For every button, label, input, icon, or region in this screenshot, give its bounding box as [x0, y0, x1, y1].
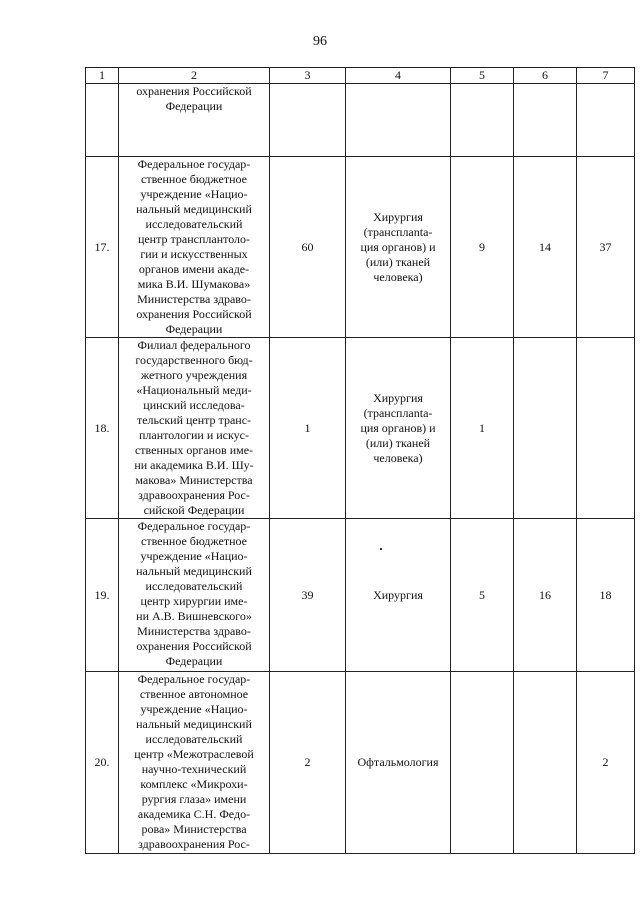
organization-line: нальный медицинский	[136, 717, 252, 731]
profile-line: ция органов) и	[360, 239, 436, 254]
table-row	[86, 157, 635, 338]
organization-line: макова» Министерства	[135, 473, 253, 487]
organization-line: органов имени акаде-	[138, 262, 250, 276]
organization-line: государственного бюд-	[135, 353, 253, 367]
organization-line: исследовательский	[145, 579, 243, 593]
value-cell: 16	[514, 519, 577, 672]
profile-cell	[346, 519, 451, 672]
organization-line: охранения Российской	[136, 639, 252, 653]
organization-line: ственное бюджетное	[141, 172, 247, 186]
profile-line: Хирургия	[373, 587, 423, 602]
organization-line: ственное бюджетное	[141, 534, 247, 548]
organization-line: Министерства здраво-	[137, 624, 251, 638]
value-cell: 60	[270, 157, 346, 338]
profile-cell	[346, 157, 451, 338]
value-cell: 1	[451, 338, 514, 519]
organization-line: Министерства здраво-	[137, 292, 251, 306]
institutions-table	[85, 67, 635, 854]
page-number: 96	[313, 34, 327, 49]
value-cell	[270, 84, 346, 157]
profile-line: (трансплanta-	[363, 405, 433, 420]
row-number: 18.	[86, 338, 119, 519]
row-number	[86, 84, 119, 157]
value-cell	[451, 84, 514, 157]
value-cell	[514, 84, 577, 157]
organization-line: учреждение «Нацио-	[140, 549, 248, 563]
organization-line: Федеральное государ-	[137, 157, 251, 171]
organization-line: Федерации	[165, 99, 223, 113]
organization-line: Федеральное государ-	[137, 672, 251, 686]
organization-line: тельский центр транс-	[136, 413, 252, 427]
organization-cell	[119, 157, 270, 338]
organization-line: сийской Федерации	[143, 503, 245, 517]
value-cell: 39	[270, 519, 346, 672]
organization-line: исследовательский	[145, 732, 243, 746]
organization-line: комплекс «Микрохи-	[140, 777, 248, 791]
row-number: 19.	[86, 519, 119, 672]
organization-line: гии и искусственных	[140, 247, 248, 261]
organization-line: Федерации	[165, 322, 223, 336]
value-cell: 2	[577, 672, 635, 854]
organization-line: жетного учреждения	[140, 368, 248, 382]
organization-line: рова» Министерства	[141, 822, 247, 836]
profile-line: человека)	[373, 269, 423, 284]
profile-line: человека)	[373, 450, 423, 465]
column-header: 5	[451, 68, 514, 84]
value-cell	[577, 338, 635, 519]
profile-cell	[346, 672, 451, 854]
column-header: 2	[119, 68, 270, 84]
profile-cell	[346, 338, 451, 519]
row-number: 20.	[86, 672, 119, 854]
organization-line: охранения Российской	[136, 307, 252, 321]
column-header: 6	[514, 68, 577, 84]
column-header: 1	[86, 68, 119, 84]
profile-line: (или) тканей	[365, 254, 431, 269]
organization-cell	[119, 672, 270, 854]
organization-line: центр «Межотраслевой	[134, 747, 254, 761]
value-cell: 9	[451, 157, 514, 338]
organization-line: ни А.В. Вишневского»	[136, 609, 252, 623]
column-header: 4	[346, 68, 451, 84]
profile-line: Хирургия	[373, 390, 423, 405]
table-row	[86, 672, 635, 854]
organization-line: «Национальный меди-	[136, 383, 252, 397]
organization-line: здравоохранения Рос-	[138, 837, 250, 851]
organization-line: здравоохранения Рос-	[138, 488, 250, 502]
value-cell: 14	[514, 157, 577, 338]
value-cell: 5	[451, 519, 514, 672]
organization-line: исследовательский	[145, 217, 243, 231]
organization-line: ственных органов име-	[134, 443, 254, 457]
organization-line: центр хирургии име-	[140, 594, 248, 608]
value-cell	[577, 84, 635, 157]
ink-speck	[380, 548, 382, 550]
organization-line: мика В.И. Шумакова»	[137, 277, 251, 291]
organization-line: цинский исследова-	[143, 398, 245, 412]
profile-cell	[346, 84, 451, 157]
profile-line: (или) тканей	[365, 435, 431, 450]
value-cell: 2	[270, 672, 346, 854]
organization-line: Федеральное государ-	[137, 519, 251, 533]
value-cell: 1	[270, 338, 346, 519]
organization-cell	[119, 338, 270, 519]
column-header: 7	[577, 68, 635, 84]
value-cell: 37	[577, 157, 635, 338]
table-row	[86, 338, 635, 519]
value-cell: 18	[577, 519, 635, 672]
organization-line: учреждение «Нацио-	[140, 187, 248, 201]
organization-line: ственное автономное	[139, 687, 249, 701]
organization-line: ни академика В.И. Шу-	[134, 458, 254, 472]
organization-line: Филиал федерального	[137, 338, 251, 352]
organization-line: нальный медицинский	[136, 564, 252, 578]
organization-line: академика С.Н. Федо-	[137, 807, 251, 821]
organization-cell	[119, 519, 270, 672]
organization-cell	[119, 84, 270, 157]
profile-line: (трансплanta-	[363, 224, 433, 239]
value-cell	[451, 672, 514, 854]
row-number: 17.	[86, 157, 119, 338]
table-row	[86, 519, 635, 672]
profile-line: Хирургия	[373, 209, 423, 224]
organization-line: охранения Российской	[136, 84, 252, 98]
organization-line: нальный медицинский	[136, 202, 252, 216]
organization-line: учреждение «Нацио-	[140, 702, 248, 716]
organization-line: научно-технический	[141, 762, 247, 776]
organization-line: центр трансплантоло-	[137, 232, 251, 246]
organization-line: Федерации	[165, 654, 223, 668]
table-row	[86, 84, 635, 157]
profile-line: Офтальмология	[357, 755, 439, 769]
column-number-row	[86, 68, 635, 84]
profile-line: ция органов) и	[360, 420, 436, 435]
organization-line: рургия глаза» имени	[141, 792, 247, 806]
value-cell	[514, 672, 577, 854]
column-header: 3	[270, 68, 346, 84]
value-cell	[514, 338, 577, 519]
organization-line: плантологии и искус-	[139, 428, 249, 442]
